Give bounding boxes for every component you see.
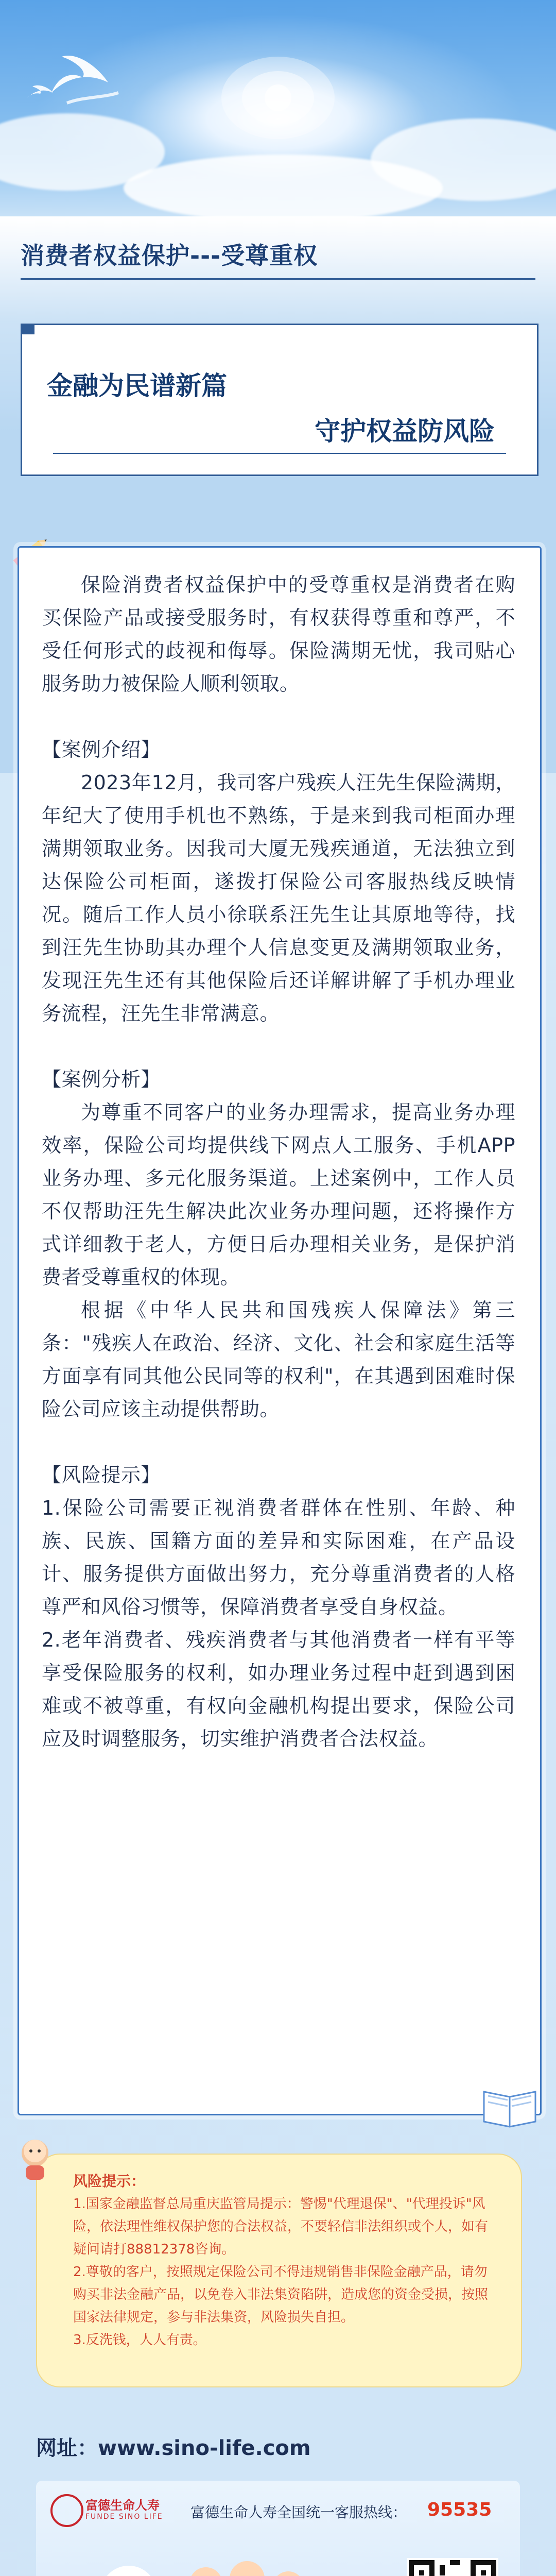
dove-icon [31,36,134,118]
case-paragraph: 2023年12月，我司客户残疾人汪先生保险满期，年纪大了使用手机也不熟练，于是来到我司柜面办理满期领取业务。因我司大厦无残疾通道，无法独立到达保险公司柜面，遂拨打保险公司客服热线反映情况。随后工作人员小徐联系汪先生让其原地等待，找到汪先生协助其办理个人信息变更及满期领取业务，发现汪先生还有其他保险后还详解讲解了手机办理业务流程，汪先生非常满意。 [42,771,515,1025]
hotline-ad-banner[interactable] [36,2481,520,2576]
dome-icon [216,41,340,144]
page-title: 消费者权益保护---受尊重权 [21,242,318,269]
banner-topbar [22,325,537,334]
banner [21,324,538,476]
hotline-number[interactable]: 95535 [427,2499,492,2520]
qr-code[interactable] [407,2558,498,2576]
tip-item-1: 1.保险公司需要正视消费者群体在性别、年龄、种族、民族、国籍方面的差异和实际困难，在产品设计、服务提供方面做出努力，充分尊重消费者的人格尊严和风俗习惯等，保障消费者享受自身权益。 [42,1497,515,1618]
cloud-shape [124,155,443,216]
risk-warning-body [73,2193,500,2351]
analysis-paragraph-2: 根据《中华人民共和国残疾人保障法》第三条："残疾人在政治、经济、文化、社会和家庭生活等方面享有同其他公民同等的权利"，在其遇到困难时保险公司应该主动提供帮助。 [42,1299,515,1420]
brand-name-en: FUNDE SINO LIFE [85,2513,163,2521]
dove-icon [25,82,56,103]
banner-notch [22,325,34,334]
banner-rule [53,453,506,454]
qr-code-icon [409,2560,496,2576]
tip-item-2: 2.老年消费者、残疾消费者与其他消费者一样有平等享受保险服务的权利，如办理业务过程中赶到遇到困难或不被尊重，有权向金融机构提出要求，保险公司应及时调整服务，切实维护消费者合法权益。 [42,1629,515,1750]
website-label[interactable]: 网址：www.sino-life.com [36,2436,311,2460]
risk-item-3: 3.反洗钱，人人有责。 [73,2332,206,2348]
article-text [42,568,515,1755]
mascot-icon [14,2136,56,2182]
banner-line2: 守护权益防风险 [315,416,495,446]
analysis-heading: 【案例分析】 [42,1068,161,1091]
brand-name: 富德生命人寿 [85,2498,160,2513]
risk-warning-box [36,2154,522,2387]
company-logo-icon [50,2494,83,2527]
intro-paragraph: 保险消费者权益保护中的受尊重权是消费者在购买保险产品或接受服务时，有权获得尊重和尊严，不受任何形式的歧视和侮辱。保险满期无忧，我司贴心服务助力被保险人顺利领取。 [42,573,515,695]
analysis-paragraph-1: 为尊重不同客户的业务办理需求，提高业务办理效率，保险公司均提供线下网点人工服务、手机APP业务办理、多元化服务渠道。上述案例中，工作人员不仅帮助汪先生解决此次业务办理问题，还将操作方式详细教于老人，方便日后办理相关业务，是保护消费者受尊重权的体现。 [42,1101,515,1289]
article-card [18,546,542,2115]
header-sky-image [0,0,556,216]
tips-heading: 【风险提示】 [42,1464,161,1486]
title-underline [21,278,535,280]
book-icon [479,2081,541,2128]
banner-line1: 金融为民谱新篇 [47,371,227,401]
family-illustration [51,2537,391,2576]
risk-warning-title: 风险提示： [73,2173,146,2190]
risk-item-2: 2.尊敬的客户，按照规定保险公司不得违规销售非保险金融产品，请勿购买非法金融产品，以免卷入非法集资陷阱，造成您的资金受损，按照国家法律规定，参与非法集资，风险损失自担。 [73,2264,489,2325]
case-heading: 【案例介绍】 [42,738,161,761]
hotline-label: 富德生命人寿全国统一客服热线： [190,2504,407,2521]
risk-item-1: 1.国家金融监督总局重庆监管局提示：警惕"代理退保"、"代理投诉"风险，依法理性维权保护您的合法权益，不要轻信非法组织或个人，如有疑问请打88812378咨询。 [73,2196,489,2257]
